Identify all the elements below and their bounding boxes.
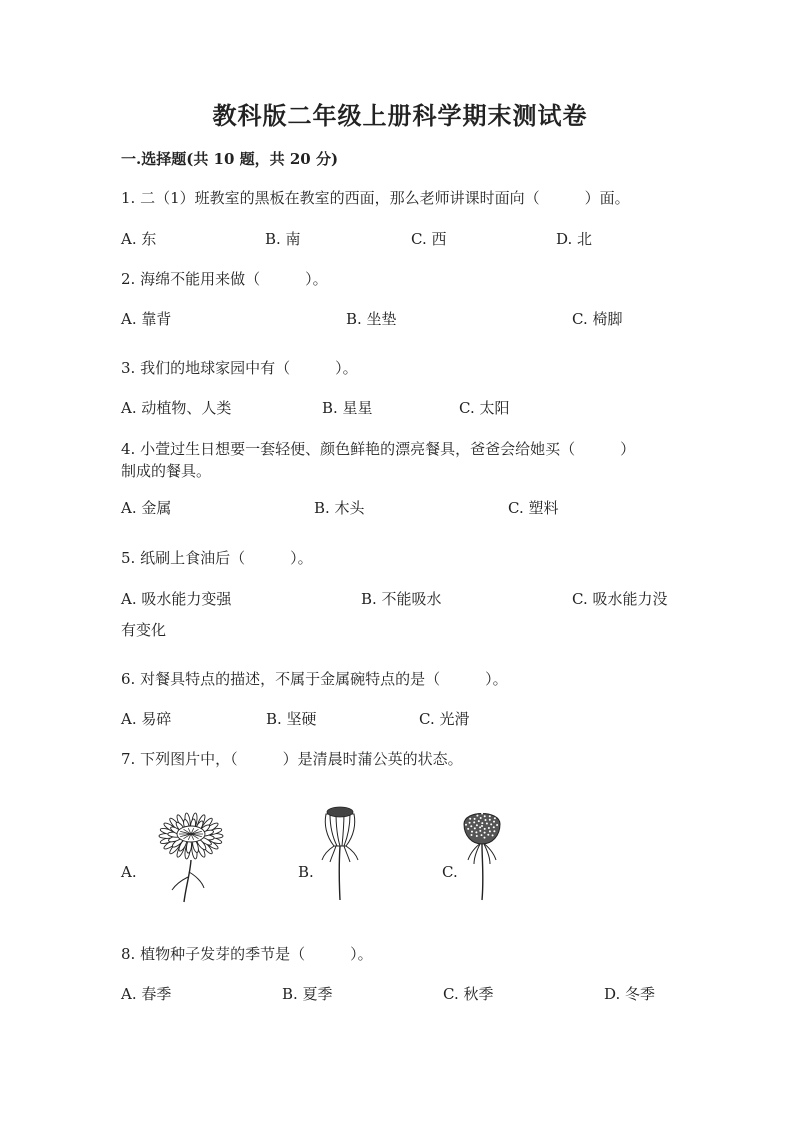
question-1-option-c[interactable]: C. 西 <box>411 230 447 248</box>
question-4-option-a[interactable]: A. 金属 <box>121 499 172 517</box>
question-2-option-a[interactable]: A. 靠背 <box>121 310 172 328</box>
question-4-option-c[interactable]: C. 塑料 <box>508 499 559 517</box>
question-3-option-b[interactable]: B. 星星 <box>322 399 373 417</box>
question-8-stem: 8. 植物种子发芽的季节是（ ）。 <box>121 945 373 963</box>
question-7-option-b[interactable]: B. <box>298 863 314 881</box>
section-heading: 一.选择题(共 10 题，共 20 分) <box>121 150 339 168</box>
dandelion-closed-bud-image[interactable] <box>312 802 368 902</box>
question-8-option-d[interactable]: D. 冬季 <box>604 985 656 1003</box>
question-4-stem-continued: 制成的餐具。 <box>121 462 212 480</box>
question-1-option-d[interactable]: D. 北 <box>556 230 593 248</box>
question-1-option-b[interactable]: B. 南 <box>265 230 301 248</box>
question-5-option-b[interactable]: B. 不能吸水 <box>361 590 442 608</box>
dandelion-bloom-image[interactable] <box>136 802 246 904</box>
question-8-option-b[interactable]: B. 夏季 <box>282 985 333 1003</box>
question-4-stem: 4. 小萱过生日想要一套轻便、颜色鲜艳的漂亮餐具，爸爸会给她买（ ） <box>121 440 636 458</box>
question-6-option-b[interactable]: B. 坚硬 <box>266 710 317 728</box>
question-3-stem: 3. 我们的地球家园中有（ ）。 <box>121 359 358 377</box>
question-2-stem: 2. 海绵不能用来做（ ）。 <box>121 270 328 288</box>
question-4-option-b[interactable]: B. 木头 <box>314 499 365 517</box>
question-2-option-c[interactable]: C. 椅脚 <box>572 310 623 328</box>
question-5-option-c-continued: 有变化 <box>121 621 167 639</box>
question-7-option-c[interactable]: C. <box>442 863 458 881</box>
question-8-option-a[interactable]: A. 春季 <box>121 985 172 1003</box>
question-1-stem: 1. 二（1）班教室的黑板在教室的西面，那么老师讲课时面向（ ）面。 <box>121 189 630 207</box>
page-title: 教科版二年级上册科学期末测试卷 <box>212 101 588 130</box>
question-5-option-c[interactable]: C. 吸水能力没 <box>572 590 668 608</box>
question-1-option-a[interactable]: A. 东 <box>121 230 157 248</box>
question-3-option-c[interactable]: C. 太阳 <box>459 399 510 417</box>
question-6-option-c[interactable]: C. 光滑 <box>419 710 470 728</box>
question-6-option-a[interactable]: A. 易碎 <box>121 710 172 728</box>
question-6-stem: 6. 对餐具特点的描述，不属于金属碗特点的是（ ）。 <box>121 670 508 688</box>
question-2-option-b[interactable]: B. 坐垫 <box>346 310 397 328</box>
question-5-option-a[interactable]: A. 吸水能力变强 <box>121 590 232 608</box>
dandelion-seed-head-image[interactable] <box>452 802 512 902</box>
question-5-stem: 5. 纸刷上食油后（ ）。 <box>121 549 313 567</box>
question-7-stem: 7. 下列图片中，（ ）是清晨时蒲公英的状态。 <box>121 750 463 768</box>
question-3-option-a[interactable]: A. 动植物、人类 <box>121 399 232 417</box>
question-8-option-c[interactable]: C. 秋季 <box>443 985 494 1003</box>
question-7-option-a[interactable]: A. <box>121 863 137 881</box>
